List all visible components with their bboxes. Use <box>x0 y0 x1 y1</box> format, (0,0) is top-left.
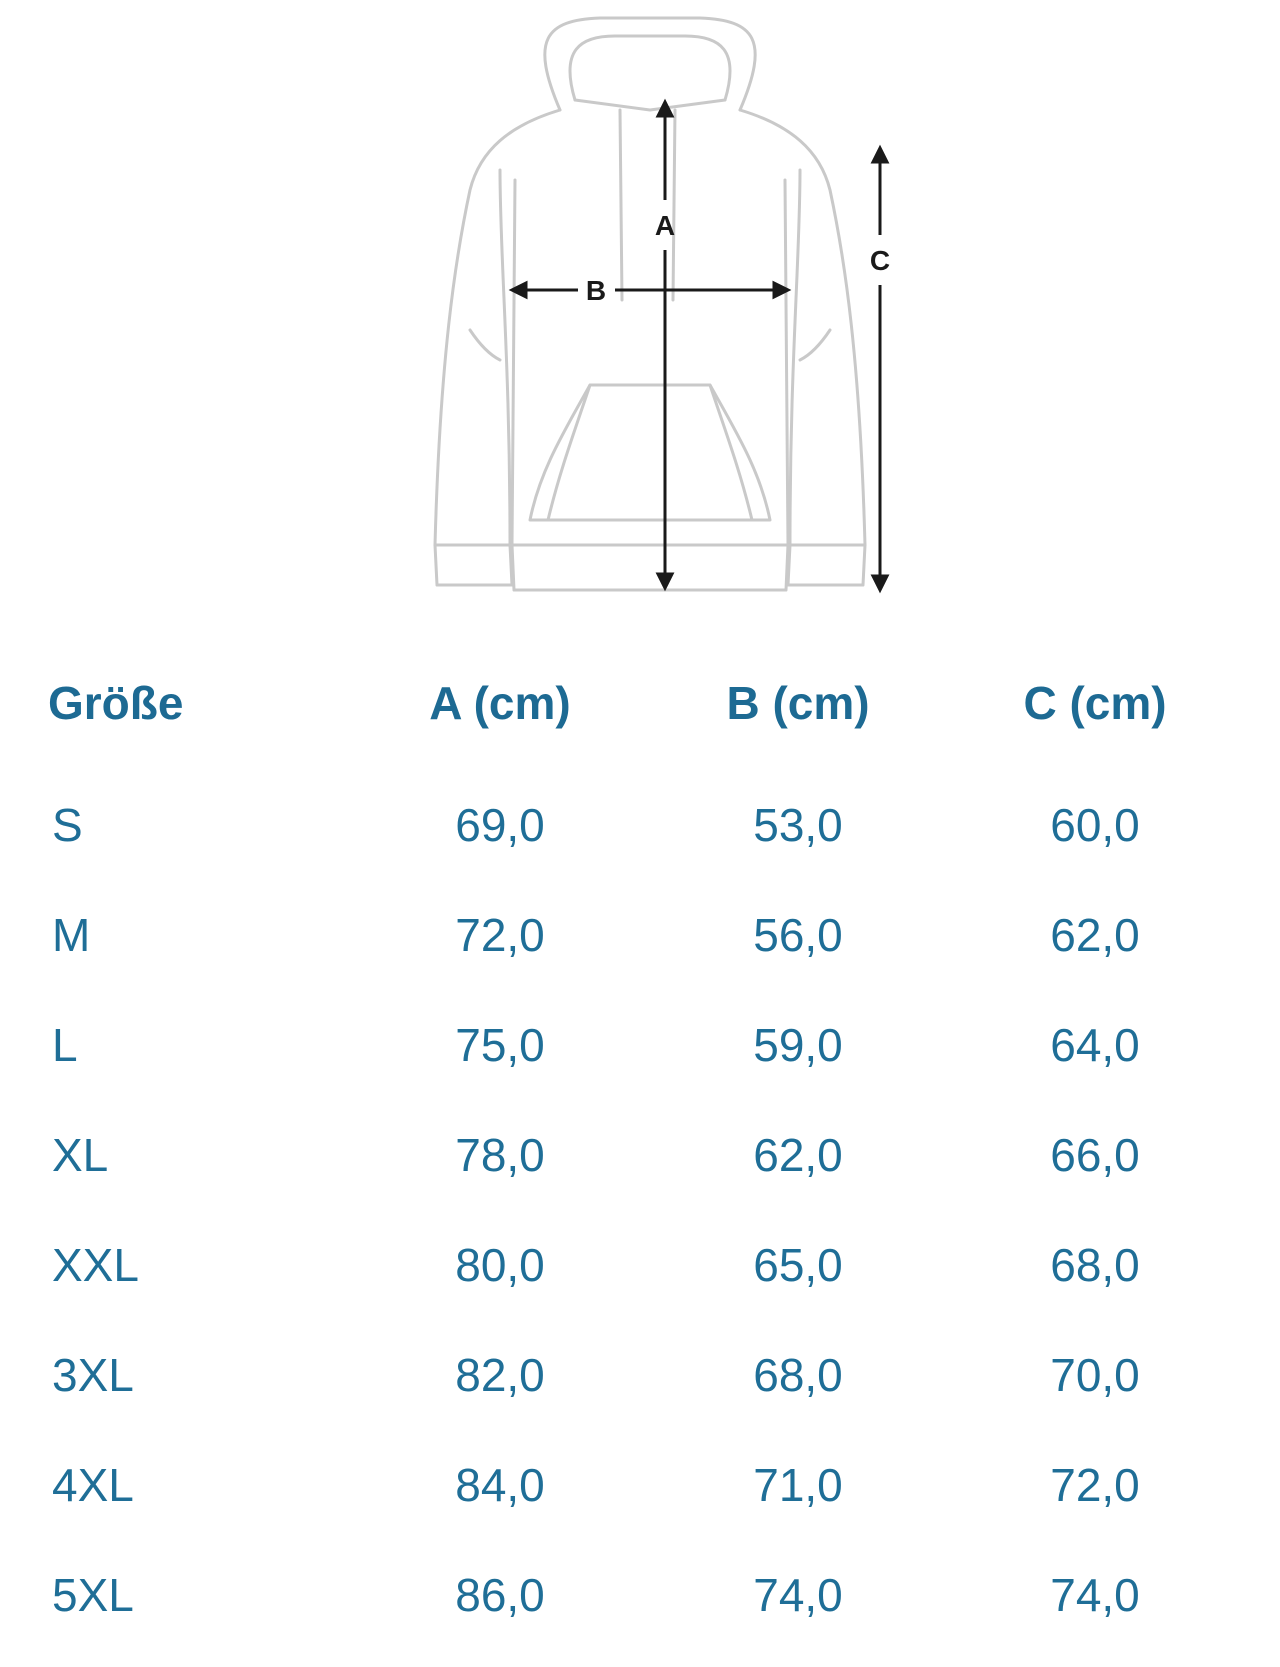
cell-b: 74,0 <box>753 1569 843 1621</box>
measurement-labels <box>586 210 890 306</box>
header-size: Größe <box>48 677 184 729</box>
cell-size: XL <box>52 1129 109 1181</box>
cell-b: 53,0 <box>753 799 843 851</box>
cell-b: 71,0 <box>753 1459 843 1511</box>
cell-a: 80,0 <box>455 1239 545 1291</box>
table-row <box>0 1100 1280 1210</box>
cell-c: 62,0 <box>1050 909 1140 961</box>
table-row <box>0 1320 1280 1430</box>
cell-c: 68,0 <box>1050 1239 1140 1291</box>
cell-c: 74,0 <box>1050 1569 1140 1621</box>
cell-size: 4XL <box>52 1459 134 1511</box>
cell-b: 68,0 <box>753 1349 843 1401</box>
cell-a: 72,0 <box>455 909 545 961</box>
cell-c: 60,0 <box>1050 799 1140 851</box>
hoodie-diagram <box>0 0 1280 620</box>
cell-b: 56,0 <box>753 909 843 961</box>
arrow-c-head-bottom <box>873 576 887 590</box>
table-row <box>0 1210 1280 1320</box>
cell-a: 86,0 <box>455 1569 545 1621</box>
hoodie-outline <box>435 18 865 590</box>
table-row <box>0 770 1280 880</box>
arrow-a-head-bottom <box>658 574 672 588</box>
cell-b: 65,0 <box>753 1239 843 1291</box>
cell-c: 70,0 <box>1050 1349 1140 1401</box>
cell-a: 82,0 <box>455 1349 545 1401</box>
measurement-arrows <box>512 102 887 590</box>
label-a: A <box>654 210 676 241</box>
cell-size: S <box>52 799 83 851</box>
label-c: C <box>869 245 891 276</box>
cell-size: XXL <box>52 1239 139 1291</box>
table-body <box>0 770 1280 1650</box>
table-row <box>0 1430 1280 1540</box>
cell-c: 66,0 <box>1050 1129 1140 1181</box>
header-a: A (cm) <box>429 677 571 729</box>
cell-size: L <box>52 1019 78 1071</box>
cell-size: M <box>52 909 91 961</box>
cell-c: 72,0 <box>1050 1459 1140 1511</box>
cell-a: 75,0 <box>455 1019 545 1071</box>
cell-a: 78,0 <box>455 1129 545 1181</box>
header-b: B (cm) <box>726 677 870 729</box>
cell-c: 64,0 <box>1050 1019 1140 1071</box>
table-row <box>0 880 1280 990</box>
cell-a: 84,0 <box>455 1459 545 1511</box>
header-c: C (cm) <box>1023 677 1167 729</box>
cell-b: 62,0 <box>753 1129 843 1181</box>
arrow-a-head-top <box>658 102 672 116</box>
cell-size: 3XL <box>52 1349 134 1401</box>
cell-a: 69,0 <box>455 799 545 851</box>
table-row <box>0 990 1280 1100</box>
size-table <box>0 660 1280 1650</box>
label-b: B <box>585 275 607 306</box>
arrow-c-head-top <box>873 148 887 162</box>
table-row <box>0 1540 1280 1650</box>
cell-size: 5XL <box>52 1569 134 1621</box>
cell-b: 59,0 <box>753 1019 843 1071</box>
table-header-row <box>0 660 1280 770</box>
